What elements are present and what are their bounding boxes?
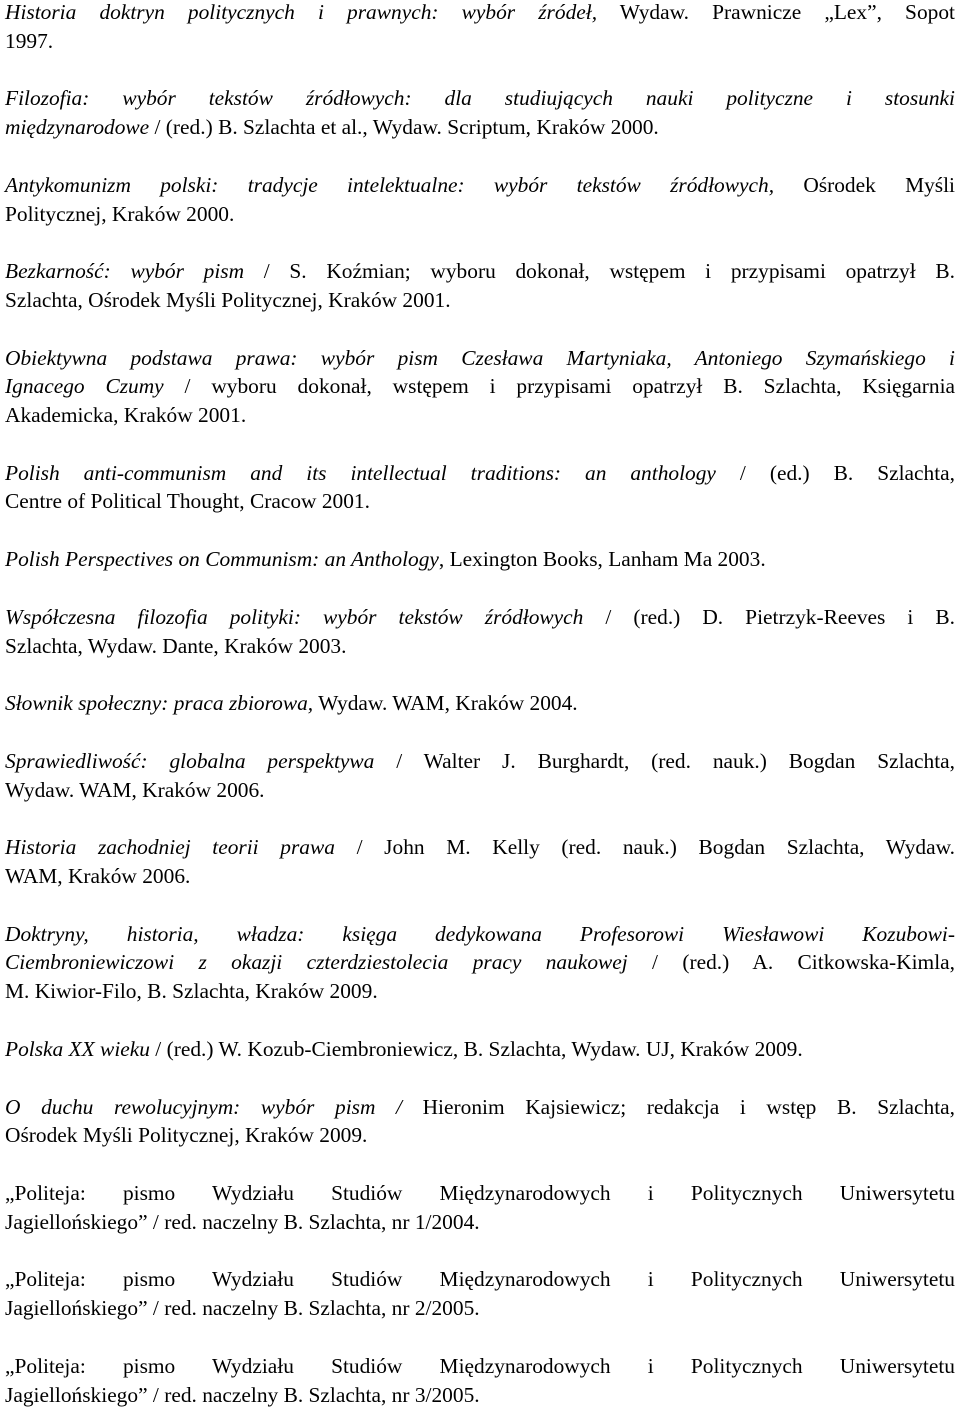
- entry-text: Ośrodek Myśli: [774, 172, 955, 197]
- entry-text: / wyboru dokonał, wstępem i przypisami opatrzył B. Szlachta, Księgarnia: [163, 374, 956, 399]
- entry-line: [5, 1035, 955, 1064]
- entry-line: [5, 459, 955, 488]
- entry-line: [5, 1093, 955, 1122]
- entry-title-text: Antykomunizm polski: tradycje intelektualne: wybór tekstów źródłowych,: [5, 172, 775, 197]
- entry-title-text: Sprawiedliwość: globalna perspektywa: [5, 748, 375, 773]
- entry-line: [5, 487, 955, 516]
- bibliography-entry-antykomunizm: [5, 171, 955, 228]
- entry-line: [5, 1294, 955, 1323]
- entry-line: [5, 776, 955, 805]
- entry-text: „Politeja: pismo Wydziału Studiów Międzynarodowych i Politycznych Uniwersytetu: [5, 1267, 955, 1292]
- entry-title-text: Historia zachodniej teorii prawa: [5, 835, 335, 860]
- entry-title-text: Bezkarność: wybór pism: [5, 259, 245, 284]
- entry-title-text: Słownik społeczny: praca zbiorowa,: [5, 691, 314, 716]
- bibliography-entry-slownik: [5, 689, 955, 718]
- entry-line: [5, 689, 955, 718]
- entry-text: Wydaw. Prawnicze „Lex”, Sopot: [597, 0, 955, 24]
- entry-text: „Politeja: pismo Wydziału Studiów Międzynarodowych i Politycznych Uniwersytetu: [5, 1353, 955, 1378]
- entry-text: Politycznej, Kraków 2000.: [5, 201, 235, 226]
- entry-text: / S. Koźmian; wyboru dokonał, wstępem i przypisami opatrzył B.: [244, 259, 955, 284]
- entry-text: / Walter J. Burghardt, (red. nauk.) Bogdan Szlachta,: [374, 748, 956, 773]
- entry-text: / (red.) A. Citkowska-Kimla,: [627, 950, 955, 975]
- entry-title-text: Obiektywna podstawa prawa: wybór pism Czesława Martyniaka, Antoniego Szymańskiego i: [5, 345, 955, 370]
- entry-title-text: O duchu rewolucyjnym: wybór pism /: [5, 1094, 423, 1119]
- bibliography-entry-wspolczesna: [5, 603, 955, 660]
- entry-line: [5, 0, 955, 27]
- entry-line: [5, 833, 955, 862]
- entry-text: Jagiellońskiego” / red. naczelny B. Szlachta, nr 3/2005.: [5, 1382, 480, 1407]
- bibliography-entry-obiektywna: [5, 344, 955, 430]
- entry-text: Szlachta, Ośrodek Myśli Politycznej, Kraków 2001.: [5, 287, 451, 312]
- entry-line: [5, 401, 955, 430]
- entry-line: [5, 286, 955, 315]
- entry-line: [5, 1121, 955, 1150]
- bibliography-entry-filozofia: [5, 84, 955, 141]
- entry-line: [5, 747, 955, 776]
- entry-line: [5, 344, 955, 373]
- entry-title-text: Polska XX wieku: [5, 1036, 150, 1061]
- entry-title-text: Ciembroniewiczowi z okazji czterdziestolecia pracy naukowej: [5, 950, 628, 975]
- entry-text: / John M. Kelly (red. nauk.) Bogdan Szlachta, Wydaw.: [334, 835, 955, 860]
- entry-text: Hieronim Kajsiewicz; redakcja i wstęp B. Szlachta,: [422, 1094, 955, 1119]
- entry-text: Akademicka, Kraków 2001.: [5, 403, 247, 428]
- entry-title-text: Polish Perspectives on Communism: an Anthology: [5, 547, 439, 572]
- entry-line: [5, 603, 955, 632]
- entry-line: [5, 200, 955, 229]
- entry-title-text: Polish anti-communism and its intellectual traditions: an anthology: [5, 460, 716, 485]
- entry-line: [5, 862, 955, 891]
- entry-text: Jagiellońskiego” / red. naczelny B. Szlachta, nr 2/2005.: [5, 1296, 480, 1321]
- entry-line: [5, 948, 955, 977]
- entry-text: / (ed.) B. Szlachta,: [715, 460, 955, 485]
- entry-line: [5, 171, 955, 200]
- entry-line: [5, 113, 955, 142]
- entry-line: [5, 1265, 955, 1294]
- entry-text: WAM, Kraków 2006.: [5, 864, 191, 889]
- entry-text: Wydaw. WAM, Kraków 2004.: [313, 691, 578, 716]
- entry-text: Wydaw. WAM, Kraków 2006.: [5, 777, 265, 802]
- bibliography-entry-o-duchu: [5, 1093, 955, 1150]
- bibliography-entry-polska-xx: [5, 1035, 955, 1064]
- entry-line: [5, 1381, 955, 1410]
- entry-line: [5, 372, 955, 401]
- bibliography-entry-politeja-1: [5, 1179, 955, 1236]
- entry-line: [5, 84, 955, 113]
- entry-title-text: Doktryny, historia, władza: księga dedykowana Profesorowi Wiesławowi Kozubowi-: [5, 921, 955, 946]
- entry-text: / (red.) D. Pietrzyk-Reeves i B.: [583, 604, 955, 629]
- entry-line: [5, 920, 955, 949]
- entry-text: M. Kiwior-Filo, B. Szlachta, Kraków 2009.: [5, 979, 378, 1004]
- bibliography-entry-polish-perspectives: [5, 545, 955, 574]
- bibliography-entry-historia-doktryn: [5, 0, 955, 55]
- entry-text: Szlachta, Wydaw. Dante, Kraków 2003.: [5, 633, 347, 658]
- entry-title-text: Historia doktryn politycznych i prawnych: wybór źródeł,: [5, 0, 598, 24]
- entry-text: / (red.) B. Szlachta et al., Wydaw. Scriptum, Kraków 2000.: [149, 115, 659, 140]
- bibliography-list: [5, 0, 955, 1409]
- entry-title-text: Ignacego Czumy: [5, 374, 164, 399]
- bibliography-entry-polish-anti-communism: [5, 459, 955, 516]
- entry-line: [5, 27, 955, 56]
- entry-line: [5, 545, 955, 574]
- bibliography-entry-doktryny: [5, 920, 955, 1006]
- entry-text: Ośrodek Myśli Politycznej, Kraków 2009.: [5, 1123, 368, 1148]
- entry-text: 1997.: [5, 28, 54, 53]
- entry-line: [5, 632, 955, 661]
- entry-line: [5, 977, 955, 1006]
- entry-text: / (red.) W. Kozub-Ciembroniewicz, B. Szlachta, Wydaw. UJ, Kraków 2009.: [149, 1036, 803, 1061]
- entry-line: [5, 1208, 955, 1237]
- bibliography-entry-politeja-2: [5, 1265, 955, 1322]
- bibliography-entry-historia-zachodniej: [5, 833, 955, 890]
- entry-title-text: międzynarodowe: [5, 115, 150, 140]
- entry-text: Centre of Political Thought, Cracow 2001.: [5, 489, 370, 514]
- entry-line: [5, 257, 955, 286]
- bibliography-entry-bezkarnosc: [5, 257, 955, 314]
- entry-text: „Politeja: pismo Wydziału Studiów Międzynarodowych i Politycznych Uniwersytetu: [5, 1180, 955, 1205]
- entry-line: [5, 1179, 955, 1208]
- entry-line: [5, 1352, 955, 1381]
- entry-title-text: Filozofia: wybór tekstów źródłowych: dla studiujących nauki polityczne i stosunki: [5, 86, 955, 111]
- bibliography-entry-politeja-3: [5, 1352, 955, 1409]
- entry-text: , Lexington Books, Lanham Ma 2003.: [438, 547, 766, 572]
- entry-text: Jagiellońskiego” / red. naczelny B. Szlachta, nr 1/2004.: [5, 1209, 480, 1234]
- bibliography-entry-sprawiedliwosc: [5, 747, 955, 804]
- entry-title-text: Współczesna filozofia polityki: wybór tekstów źródłowych: [5, 604, 584, 629]
